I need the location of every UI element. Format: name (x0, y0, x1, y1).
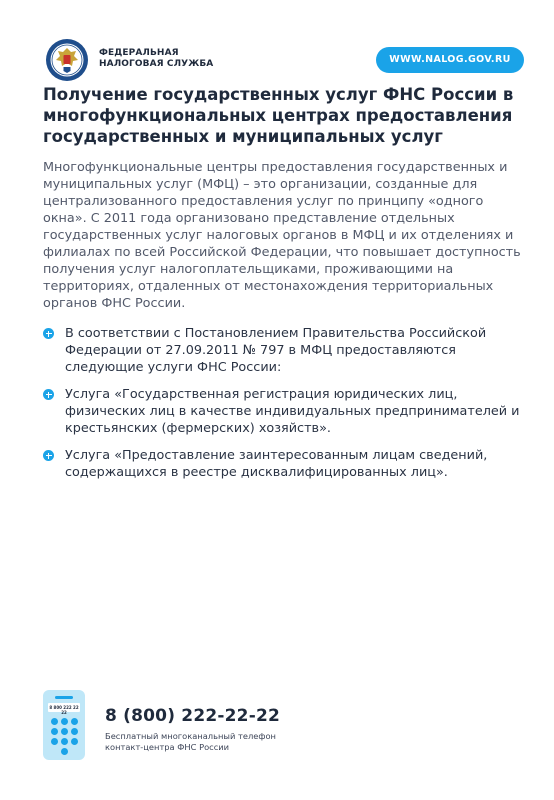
contact-phone-number[interactable]: 8 (800) 222-22-22 (105, 706, 281, 726)
intro-paragraph: Многофункциональные центры предоставления государственных и муниципальных услуг (МФЦ) – это организации, созданные для централизованного предоставления услуг по принципу «одного окна». С 2011 года организовано представление отдельных государственных услуг налоговых органов в МФЦ и их отделениях и филиалах по всей Российской Федерации, что повышает доступность получения услуг налогоплательщиками, проживающими на территориях, отдаленных от местонахождения территориальных органов ФНС России. (43, 160, 521, 311)
page-header (45, 38, 524, 84)
list-item (43, 386, 523, 437)
org-name-line2: НАЛОГОВАЯ СЛУЖБА (99, 59, 214, 69)
list-item-text: Услуга «Предоставление заинтересованным лицам сведений, содержащихся в реестре дисквалифицированных лиц». (65, 448, 488, 480)
phone-keypad-icon (43, 690, 85, 760)
fns-emblem-icon (45, 38, 89, 82)
list-item-text: Услуга «Государственная регистрация юридических лиц, физических лиц в качестве индивидуальных предпринимателей и крестьянских (фермерских) хозяйств». (65, 387, 520, 436)
services-list (43, 325, 523, 491)
list-item (43, 325, 523, 376)
plus-bullet-icon (43, 328, 54, 339)
plus-bullet-icon (43, 389, 54, 400)
list-item-text: В соответствии с Постановлением Правительства Российской Федерации от 27.09.2011 № 797 в МФЦ предоставляются следующие услуги ФНС России: (65, 326, 487, 375)
list-item (43, 447, 523, 481)
contact-phone-note (105, 731, 325, 752)
website-button[interactable]: WWW.NALOG.GOV.RU (376, 47, 524, 73)
page-title: Получение государственных услуг ФНС России в многофункциональных центрах предоставления государственных и муниципальных услуг (43, 85, 514, 146)
org-name (99, 48, 213, 70)
phone-screen-text: 8 800 222 22 22 (49, 705, 79, 715)
phone-note-line2: контакт-центра ФНС России (105, 741, 230, 752)
plus-bullet-icon (43, 450, 54, 461)
org-name-line1: ФЕДЕРАЛЬНАЯ (99, 48, 179, 58)
phone-note-line1: Бесплатный многоканальный телефон (105, 731, 276, 741)
